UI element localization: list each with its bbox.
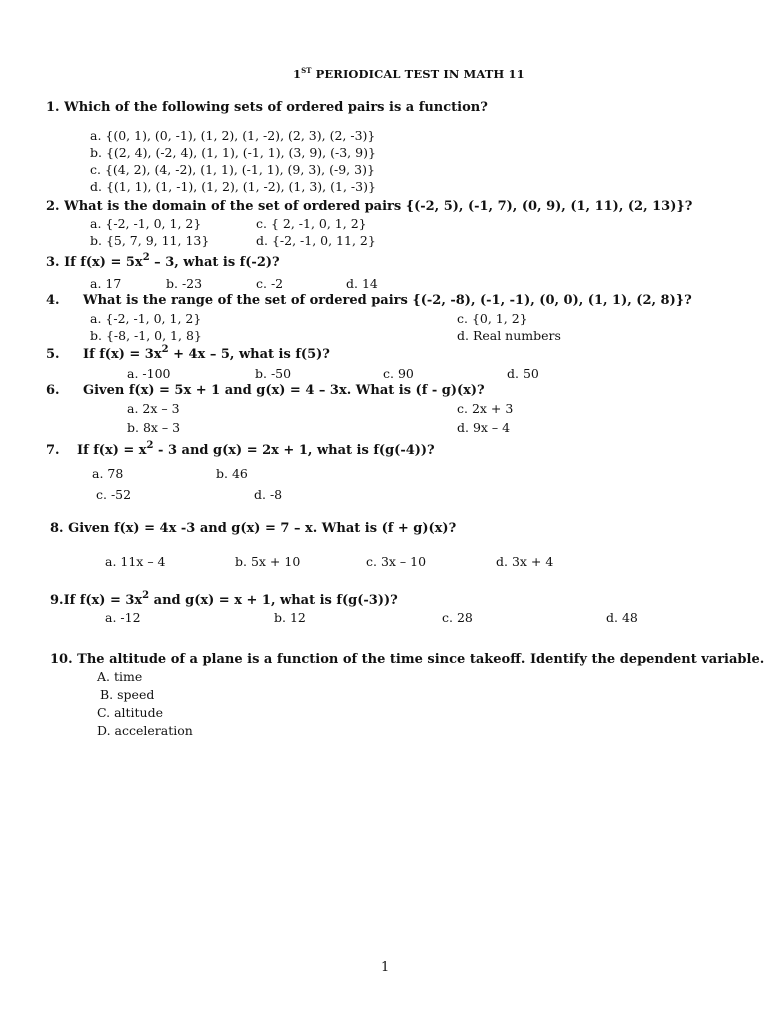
page-number: 1 [381, 960, 390, 975]
q1-option-d: d. {(1, 1), (1, -1), (1, 2), (1, -2), (1, 3), (1, -3)} [90, 179, 376, 194]
q7-option-c: c. -52 [96, 487, 132, 502]
q8-option-d: d. 3x + 4 [496, 554, 554, 569]
q1-option-b: b. {(2, 4), (-2, 4), (1, 1), (-1, 1), (3, 9), (-3, 9)} [90, 145, 376, 160]
q9-option-b: b. 12 [274, 610, 306, 625]
q2-option-c: c. { 2, -1, 0, 1, 2} [256, 216, 367, 231]
question-4-number: 4. [46, 293, 60, 308]
question-1: 1. Which of the following sets of ordered pairs is a function? [46, 100, 488, 115]
question-5-number: 5. [46, 347, 60, 362]
page-title: 1ST PERIODICAL TEST IN MATH 11 [293, 66, 525, 81]
q5-option-c: c. 90 [383, 366, 414, 381]
q3-option-b: b. -23 [166, 276, 203, 291]
question-5: If $f(x) = 3x^2 + 4x - 5$, what is f(5)? [83, 344, 330, 362]
q4-option-b: b. {-8, -1, 0, 1, 8} [90, 328, 202, 343]
q6-option-d: d. 9x – 4 [457, 420, 511, 435]
q10-option-c: C. altitude [97, 705, 164, 720]
q10-option-d: D. acceleration [97, 723, 193, 738]
question-7-number: 7. [46, 443, 60, 458]
q10-option-a: A. time [97, 669, 143, 684]
q6-option-c: c. 2x + 3 [457, 401, 514, 416]
q1-option-c: c. {(4, 2), (4, -2), (1, 1), (-1, 1), (9, 3), (-9, 3)} [90, 162, 375, 177]
q3-option-d: d. 14 [346, 276, 378, 291]
q3-option-c: c. -2 [256, 276, 284, 291]
question-9: 9.If $f(x) = 3x^2$ and g(x) = x + 1, what is f(g(-3))? [50, 590, 398, 608]
q2-option-d: d. {-2, -1, 0, 11, 2} [256, 233, 376, 248]
q4-option-c: c. {0, 1, 2} [457, 311, 528, 326]
q8-option-c: c. 3x – 10 [366, 554, 427, 569]
q10-option-b: B. speed [100, 687, 155, 702]
question-4: What is the range of the set of ordered pairs {(-2, -8), (-1, -1), (0, 0), (1, 1), (2, 8)}? [83, 293, 692, 308]
q7-option-a: a. 78 [92, 466, 124, 481]
q9-option-c: c. 28 [442, 610, 473, 625]
question-10: 10. The altitude of a plane is a function of the time since takeoff. Identify the dependent variable. [50, 652, 765, 667]
q5-option-d: d. 50 [507, 366, 539, 381]
q6-option-b: b. 8x – 3 [127, 420, 181, 435]
q3-option-a: a. 17 [90, 276, 122, 291]
question-7: If $f(x) = x^2 - 3$ and g(x) = 2x + 1, what is f(g(-4))? [77, 440, 435, 458]
q4-option-a: a. {-2, -1, 0, 1, 2} [90, 311, 202, 326]
q5-option-a: a. -100 [127, 366, 171, 381]
q2-option-a: a. {-2, -1, 0, 1, 2} [90, 216, 202, 231]
q9-option-a: a. -12 [105, 610, 141, 625]
q8-option-b: b. 5x + 10 [235, 554, 301, 569]
question-2: 2. What is the domain of the set of ordered pairs {(-2, 5), (-1, 7), (0, 9), (1, 11), (2, 13)}? [46, 199, 693, 214]
question-8: 8. Given f(x) = 4x -3 and g(x) = 7 – x. What is (f + g)(x)? [50, 521, 457, 536]
q8-option-a: a. 11x – 4 [105, 554, 166, 569]
q6-option-a: a. 2x – 3 [127, 401, 180, 416]
q4-option-d: d. Real numbers [457, 328, 561, 343]
q7-option-d: d. -8 [254, 487, 283, 502]
q9-option-d: d. 48 [606, 610, 638, 625]
question-6: Given f(x) = 5x + 1 and g(x) = 4 – 3x. What is (f - g)(x)? [83, 383, 485, 398]
q7-option-b: b. 46 [216, 466, 248, 481]
question-6-number: 6. [46, 383, 60, 398]
q2-option-b: b. {5, 7, 9, 11, 13} [90, 233, 210, 248]
q1-option-a: a. {(0, 1), (0, -1), (1, 2), (1, -2), (2, 3), (2, -3)} [90, 128, 376, 143]
question-3: 3. If $f(x) = 5x^2 - 3$, what is f(-2)? [46, 252, 280, 270]
q5-option-b: b. -50 [255, 366, 292, 381]
